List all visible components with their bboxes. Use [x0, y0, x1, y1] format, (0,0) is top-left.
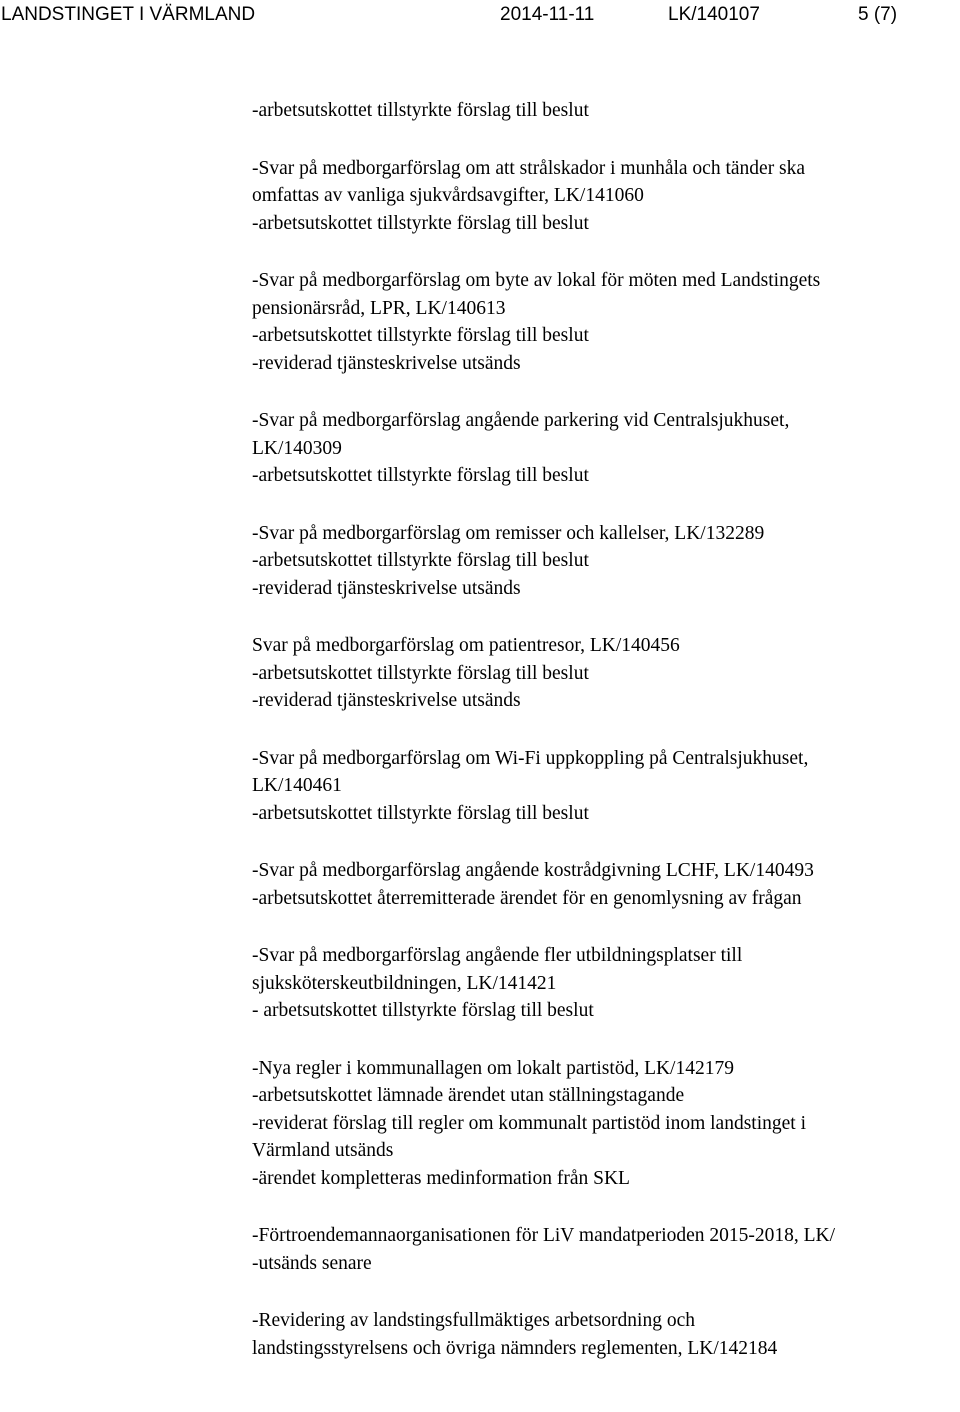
text-line: LK/140461 [252, 775, 342, 796]
agenda-item [252, 942, 958, 1025]
text-line: -arbetsutskottet tillstyrkte förslag till beslut [252, 212, 589, 234]
text-line: -arbetsutskottet tillstyrkte förslag till beslut [252, 465, 589, 486]
text-line: -Svar på medborgarförslag om att strålskador i munhåla och tänder ska [252, 157, 806, 179]
header-date: 2014-11-11 [500, 4, 595, 25]
text-line: -reviderad tjänsteskrivelse utsänds [252, 690, 521, 711]
agenda-item [252, 267, 958, 377]
agenda-item [252, 857, 958, 912]
text-line: -arbetsutskottet tillstyrkte förslag till beslut [252, 325, 589, 346]
text-line: omfattas av vanliga sjukvårdsavgifter, LK/141060 [252, 185, 644, 206]
text-line: -Svar på medborgarförslag om byte av lokal för möten med Landstingets [252, 270, 821, 291]
agenda-item [252, 407, 958, 490]
agenda-item [252, 520, 958, 603]
text-line: -arbetsutskottet tillstyrkte förslag till beslut [252, 802, 589, 824]
text-line: LK/140309 [252, 437, 342, 459]
text-line: -arbetsutskottet tillstyrkte förslag till beslut [252, 100, 589, 121]
agenda-item [252, 155, 958, 238]
page-header [0, 0, 960, 30]
text-line: -Svar på medborgarförslag angående kostrådgivning LCHF, LK/140493 [252, 860, 814, 881]
text-line: -arbetsutskottet tillstyrkte förslag till beslut [252, 662, 589, 684]
text-line: -Nya regler i kommunallagen om lokalt partistöd, LK/142179 [252, 1057, 734, 1079]
text-line: - arbetsutskottet tillstyrkte förslag till beslut [252, 1000, 594, 1021]
text-line: -arbetsutskottet lämnade ärendet utan ställningstagande [252, 1085, 685, 1106]
text-line: pensionärsråd, LPR, LK/140613 [252, 297, 506, 319]
agenda-item [252, 97, 958, 125]
agenda-item [252, 1222, 958, 1277]
text-line: -Svar på medborgarförslag angående parkering vid Centralsjukhuset, [252, 410, 790, 431]
text-line: -Svar på medborgarförslag om Wi-Fi uppkoppling på Centralsjukhuset, [252, 747, 809, 769]
agenda-item [252, 745, 958, 828]
header-organization: LANDSTINGET I VÄRMLAND [1, 4, 256, 25]
agenda-item [252, 1307, 958, 1362]
text-line: -Svar på medborgarförslag angående fler utbildningsplatser till [252, 945, 743, 966]
text-line: -Svar på medborgarförslag om remisser och kallelser, LK/132289 [252, 522, 765, 544]
text-line: sjuksköterskeutbildningen, LK/141421 [252, 972, 557, 994]
text-line: -Förtroendemannaorganisationen för LiV mandatperioden 2015-2018, LK/ [252, 1225, 836, 1246]
text-line: -Revidering av landstingsfullmäktiges arbetsordning och [252, 1310, 695, 1331]
agenda-item [252, 1055, 958, 1193]
text-line: landstingsstyrelsens och övriga nämnders reglementen, LK/142184 [252, 1337, 778, 1359]
document-body [252, 97, 958, 1392]
text-line: Svar på medborgarförslag om patientresor, LK/140456 [252, 635, 680, 656]
text-line: -arbetsutskottet tillstyrkte förslag till beslut [252, 550, 589, 571]
text-line: -reviderad tjänsteskrivelse utsänds [252, 577, 521, 599]
text-line: -ärendet kompletteras medinformation från SKL [252, 1167, 630, 1189]
text-line: -reviderat förslag till regler om kommunalt partistöd inom landstinget i [252, 1112, 806, 1134]
text-line: -reviderad tjänsteskrivelse utsänds [252, 352, 521, 374]
text-line: -utsänds senare [252, 1252, 372, 1274]
header-reference: LK/140107 [668, 4, 760, 25]
header-page-number: 5 (7) [858, 4, 898, 25]
text-line: Värmland utsänds [252, 1140, 394, 1161]
text-line: -arbetsutskottet återremitterade ärendet för en genomlysning av frågan [252, 887, 802, 909]
agenda-item [252, 632, 958, 715]
